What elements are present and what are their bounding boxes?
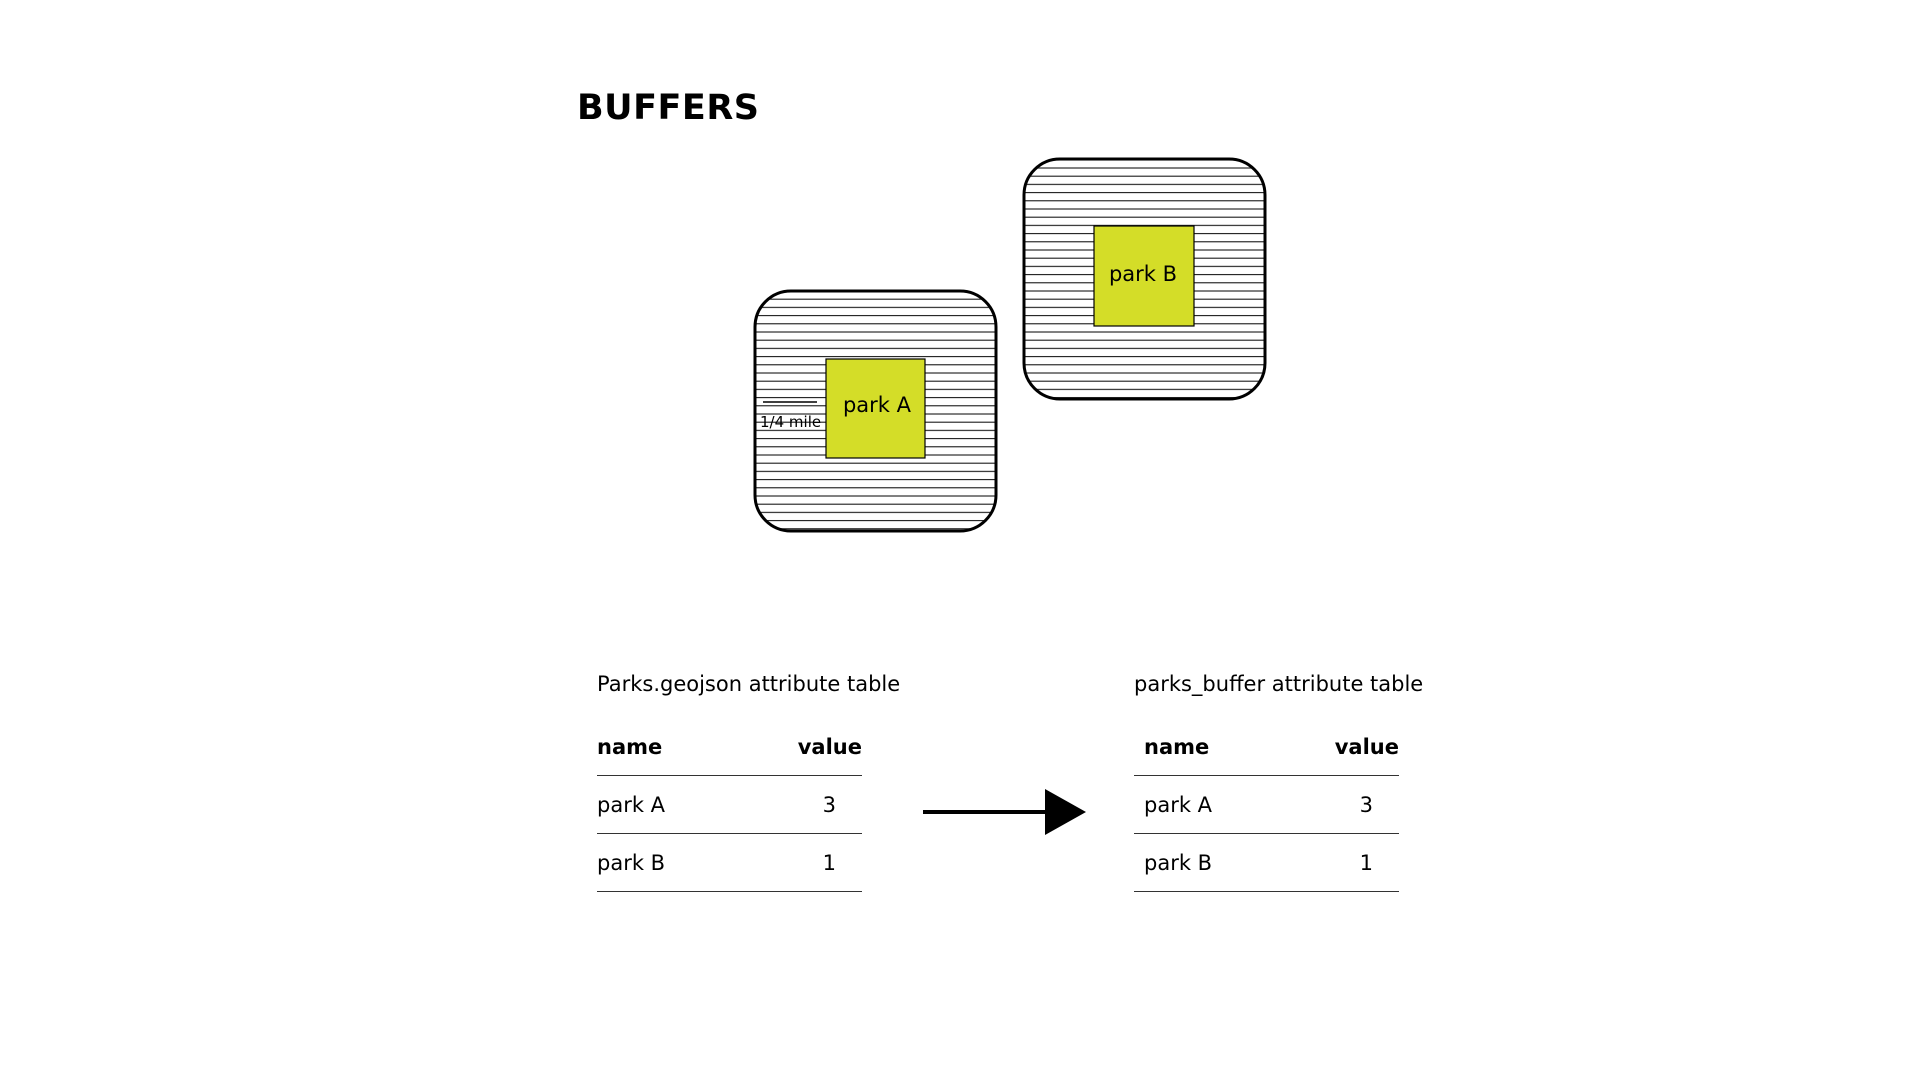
table-row <box>597 834 862 892</box>
transform-arrow <box>923 789 1086 835</box>
table-row <box>1134 834 1399 892</box>
cell-name: park A <box>597 793 666 817</box>
column-header-value: value <box>1334 735 1399 759</box>
distance-label: 1/4 mile <box>760 413 822 431</box>
cell-name: park B <box>597 851 666 875</box>
table-row <box>597 776 862 834</box>
park-a-label: park A <box>842 393 912 417</box>
page-title: BUFFERS <box>577 88 760 128</box>
table-header-row <box>597 727 862 776</box>
table-header-row <box>1134 727 1399 776</box>
cell-value: 1 <box>1359 851 1373 875</box>
source-table-body <box>597 727 862 892</box>
park-b-label: park B <box>1108 262 1178 286</box>
column-header-name: name <box>597 735 663 759</box>
result-table-title: parks_buffer attribute table <box>1134 672 1424 696</box>
cell-value: 3 <box>822 793 836 817</box>
column-header-name: name <box>1144 735 1210 759</box>
source-table-title: Parks.geojson attribute table <box>597 672 901 696</box>
column-header-value: value <box>797 735 862 759</box>
cell-name: park A <box>1144 793 1213 817</box>
cell-name: park B <box>1144 851 1213 875</box>
table-row <box>1134 776 1399 834</box>
result-table-body <box>1134 727 1399 892</box>
cell-value: 1 <box>822 851 836 875</box>
cell-value: 3 <box>1359 793 1373 817</box>
